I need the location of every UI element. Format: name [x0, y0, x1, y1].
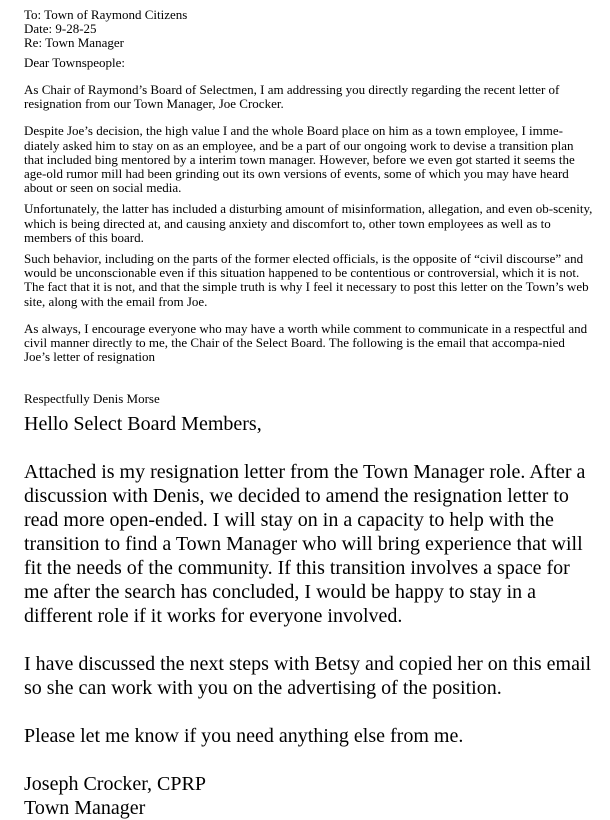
- email-greeting: Hello Select Board Members,: [24, 413, 262, 436]
- email-body: [24, 412, 594, 820]
- email-paragraph-1: Attached is my resignation letter from the Town Manager role. After a discussion with Denis, we decided to amend the resignation letter to read more open-ended. I will stay on in a capacity to help with the transition to find a Town Manager who will bring experience that will fit the needs of the community. If this transition involves a space for me after the search has concluded, I would be happy to stay in a different role if it works for everyone involved.: [24, 461, 586, 628]
- letter-signoff: Respectfully Denis Morse: [24, 391, 160, 407]
- email-signature-name: Joseph Crocker, CPRP: [24, 773, 206, 796]
- letter-salutation: Dear Townspeople:: [24, 55, 126, 70]
- header-date: Date: 9-28-25: [24, 21, 97, 36]
- header-to: To: Town of Raymond Citizens: [24, 7, 188, 22]
- letter-header: [24, 8, 594, 50]
- letter-paragraph-5: As always, I encourage everyone who may have a worth while comment to communicate in a respectful and civil manner directly to me, the Chair of the Select Board. The following is the email that accompa-nied Joe’s letter of resignation: [24, 320, 588, 365]
- document-page: [24, 8, 594, 820]
- letter-paragraph-2: Despite Joe’s decision, the high value I and the whole Board place on him as a town employee, I imme-diately asked him to stay on as an employee, and be a part of our ongoing work to devise a transition plan that included bing mentored by a interim town manager. However, before we even got started it seems the age-old rumor mill had been grinding out its own versions of events, some of which you may have heard about or seen on social media.: [24, 123, 575, 196]
- email-paragraph-2: I have discussed the next steps with Betsy and copied her on this email so she can work with you on the advertising of the position.: [24, 653, 592, 700]
- email-paragraph-3: Please let me know if you need anything else from me.: [24, 725, 464, 748]
- header-re: Re: Town Manager: [24, 35, 124, 50]
- letter-paragraph-1: As Chair of Raymond’s Board of Selectmen, I am addressing you directly regarding the recent letter of resignation from our Town Manager, Joe Crocker.: [24, 82, 560, 112]
- letter-paragraph-4: Such behavior, including on the parts of the former elected officials, is the opposite of “civil discourse” and would be unconscionable even if this situation happened to be contentious or controversial, which it is not. The fact that it is not, and that the simple truth is why I feel it necessary to post this letter on the Town’s web site, along with the email from Joe.: [24, 251, 589, 309]
- email-signature-title: Town Manager: [24, 797, 146, 820]
- letter-paragraph-3: Unfortunately, the latter has included a disturbing amount of misinformation, allegation, and even ob-scenity, which is being directed at, and causing anxiety and discomfort to, other town employees as well as to members of this board.: [24, 201, 593, 245]
